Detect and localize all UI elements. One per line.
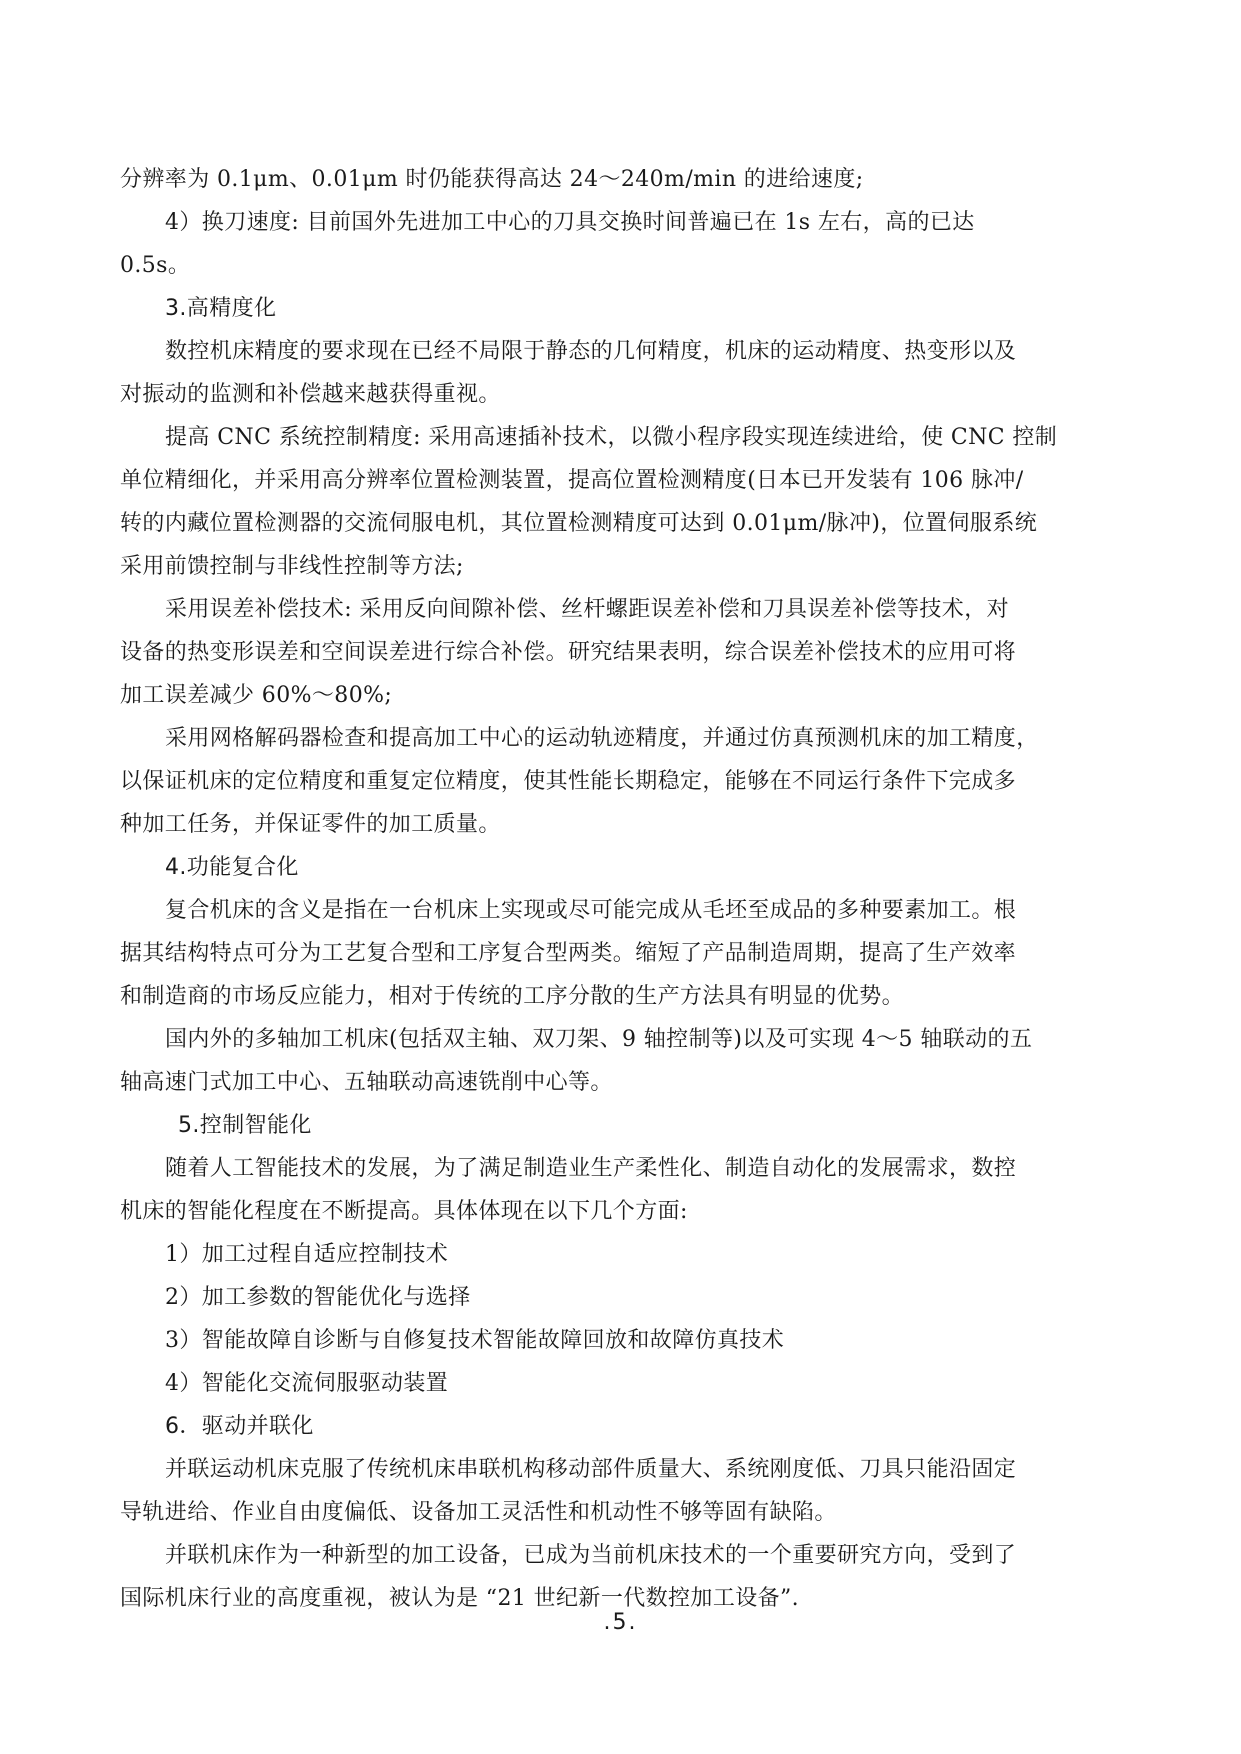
text-line: 并联机床作为一种新型的加工设备，已成为当前机床技术的一个重要研究方向，受到了 xyxy=(165,1543,1017,1568)
text-line: 据其结构特点可分为工艺复合型和工序复合型两类。缩短了产品制造周期，提高了生产效率 xyxy=(120,941,1017,966)
list-item: 4）智能化交流伺服驱动装置 xyxy=(165,1371,449,1396)
text-line: 4）换刀速度: 目前国外先进加工中心的刀具交换时间普遍已在 1s 左右，高的已达 xyxy=(165,210,975,235)
text-line: 并联运动机床克服了传统机床串联机构移动部件质量大、系统刚度低、刀具只能沿固定 xyxy=(165,1457,1017,1482)
text-line: 复合机床的含义是指在一台机床上实现或尽可能完成从毛坯至成品的多种要素加工。根 xyxy=(165,898,1017,923)
list-item: 2）加工参数的智能优化与选择 xyxy=(165,1285,471,1310)
text-line: 转的内藏位置检测器的交流伺服电机，其位置检测精度可达到 0.01μm/脉冲)，位置伺服系统 xyxy=(120,511,1038,536)
text-line: 种加工任务，并保证零件的加工质量。 xyxy=(120,812,501,837)
text-line: 导轨进给、作业自由度偏低、设备加工灵活性和机动性不够等固有缺陷。 xyxy=(120,1500,837,1525)
text-line: 采用前馈控制与非线性控制等方法; xyxy=(120,554,464,579)
text-line: 采用误差补偿技术: 采用反向间隙补偿、丝杆螺距误差补偿和刀具误差补偿等技术，对 xyxy=(165,597,1010,622)
section-heading: 4.功能复合化 xyxy=(165,855,299,880)
page-number: .5. xyxy=(603,1610,638,1635)
text-line: 国际机床行业的高度重视，被认为是 “21 世纪新一代数控加工设备”. xyxy=(120,1586,800,1611)
text-line: 采用网格解码器检查和提高加工中心的运动轨迹精度，并通过仿真预测机床的加工精度， xyxy=(165,726,1039,751)
text-line: 国内外的多轴加工机床(包括双主轴、双刀架、9 轴控制等)以及可实现 4～5 轴联动的五 xyxy=(165,1027,1033,1052)
text-line: 加工误差减少 60%～80%; xyxy=(120,683,393,708)
text-line: 以保证机床的定位精度和重复定位精度，使其性能长期稳定，能够在不同运行条件下完成多 xyxy=(120,769,1017,794)
text-line: 分辨率为 0.1μm、0.01μm 时仍能获得高达 24～240m/min 的进给速度; xyxy=(120,167,864,192)
text-line: 随着人工智能技术的发展，为了满足制造业生产柔性化、制造自动化的发展需求，数控 xyxy=(165,1156,1017,1181)
text-line: 设备的热变形误差和空间误差进行综合补偿。研究结果表明，综合误差补偿技术的应用可将 xyxy=(120,640,1017,665)
list-item: 3）智能故障自诊断与自修复技术智能故障回放和故障仿真技术 xyxy=(165,1328,785,1353)
text-line: 轴高速门式加工中心、五轴联动高速铣削中心等。 xyxy=(120,1070,613,1095)
text-line: 提高 CNC 系统控制精度: 采用高速插补技术，以微小程序段实现连续进给，使 CNC 控制 xyxy=(165,425,1058,450)
section-heading: 6．驱动并联化 xyxy=(165,1414,314,1439)
list-item: 1）加工过程自适应控制技术 xyxy=(165,1242,449,1267)
text-line: 和制造商的市场反应能力，相对于传统的工序分散的生产方法具有明显的优势。 xyxy=(120,984,905,1009)
text-line: 对振动的监测和补偿越来越获得重视。 xyxy=(120,382,501,407)
text-line: 数控机床精度的要求现在已经不局限于静态的几何精度，机床的运动精度、热变形以及 xyxy=(165,339,1017,364)
section-heading: 5.控制智能化 xyxy=(178,1113,312,1138)
text-line: 单位精细化，并采用高分辨率位置检测装置，提高位置检测精度(日本已开发装有 106 脉冲/ xyxy=(120,468,1024,493)
text-line: 机床的智能化程度在不断提高。具体体现在以下几个方面: xyxy=(120,1199,688,1224)
section-heading: 3.高精度化 xyxy=(165,296,277,321)
document-body xyxy=(120,158,1130,1620)
text-line: 0.5s。 xyxy=(120,253,191,278)
